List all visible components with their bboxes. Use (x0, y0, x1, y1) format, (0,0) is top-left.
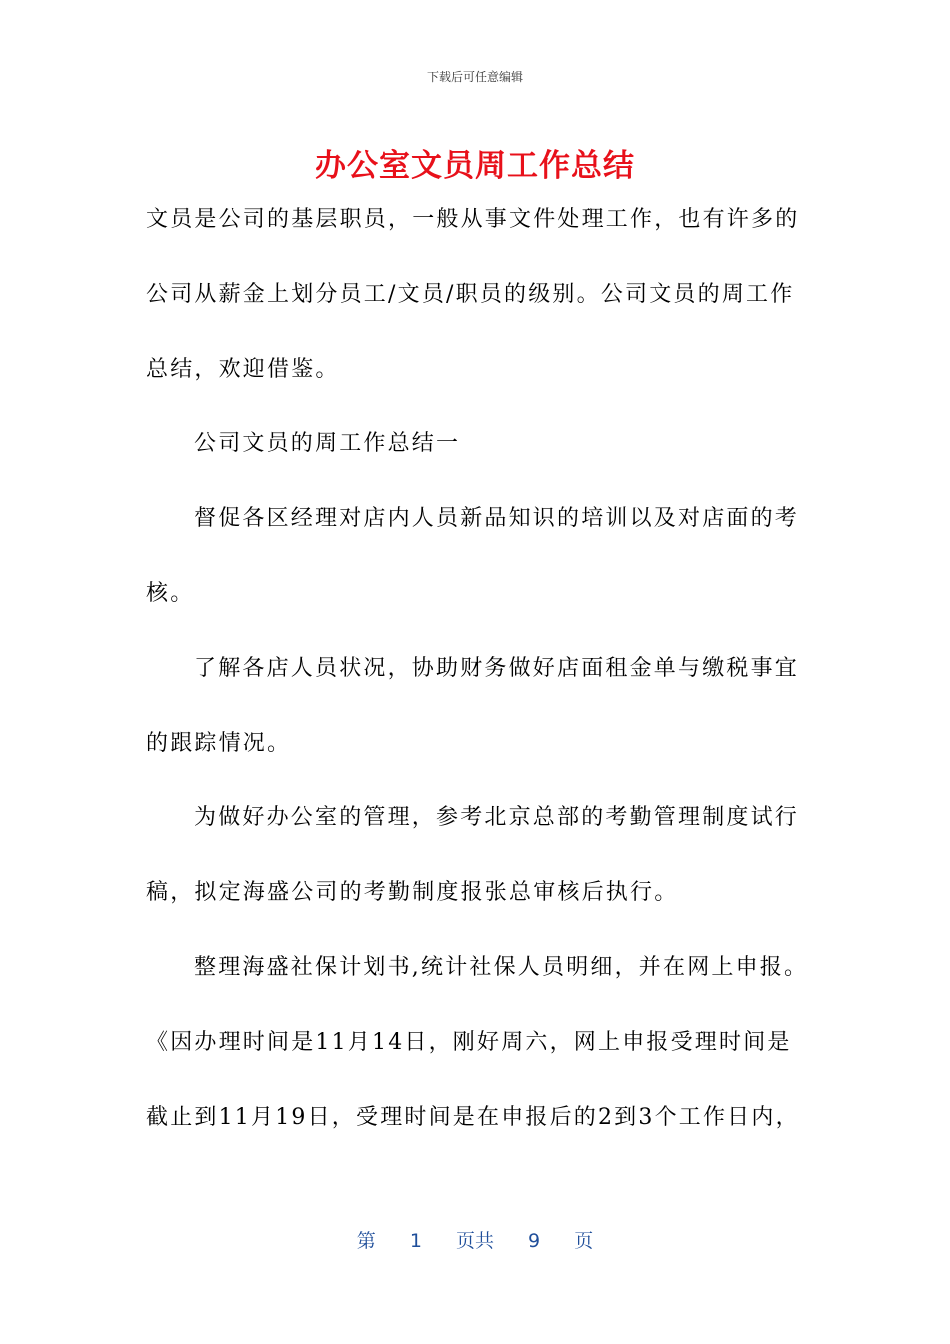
footer-label-total: 页共 (455, 1230, 494, 1252)
body-line: 截止到11月19日，受理时间是在申报后的2到3个工作日内， (146, 1104, 800, 1130)
footer-page-number: 1 (409, 1230, 422, 1252)
header-note: 下载后可任意编辑 (426, 70, 523, 84)
body-line: 公司文员的周工作总结一 (194, 431, 461, 457)
footer-label-page: 第 (356, 1230, 376, 1252)
footer-label-end: 页 (574, 1230, 594, 1252)
page-footer (0, 1226, 950, 1253)
document-body (146, 200, 809, 1172)
body-line: 《因办理时间是11月14日，刚好周六，网上申报受理时间是 (146, 1029, 792, 1055)
footer-total-pages: 9 (528, 1230, 541, 1252)
body-line: 文员是公司的基层职员，一般从事文件处理工作，也有许多的 (146, 207, 800, 232)
body-line: 的跟踪情况。 (146, 730, 292, 756)
body-line: 为做好办公室的管理，参考北京总部的考勤管理制度试行 (194, 805, 800, 831)
body-line: 核。 (146, 580, 195, 606)
body-line: 稿，拟定海盛公司的考勤制度报张总审核后执行。 (146, 880, 679, 906)
body-line: 公司从薪金上划分员工/文员/职员的级别。公司文员的周工作 (146, 281, 795, 307)
body-line: 总结，欢迎借鉴。 (146, 356, 340, 382)
page-title: 办公室文员周工作总结 (315, 148, 635, 184)
body-line: 了解各店人员状况，协助财务做好店面租金单与缴税事宜 (194, 655, 800, 681)
body-line: 督促各区经理对店内人员新品知识的培训以及对店面的考 (194, 506, 800, 532)
body-line: 整理海盛社保计划书,统计社保人员明细，并在网上申报。 (194, 954, 809, 980)
